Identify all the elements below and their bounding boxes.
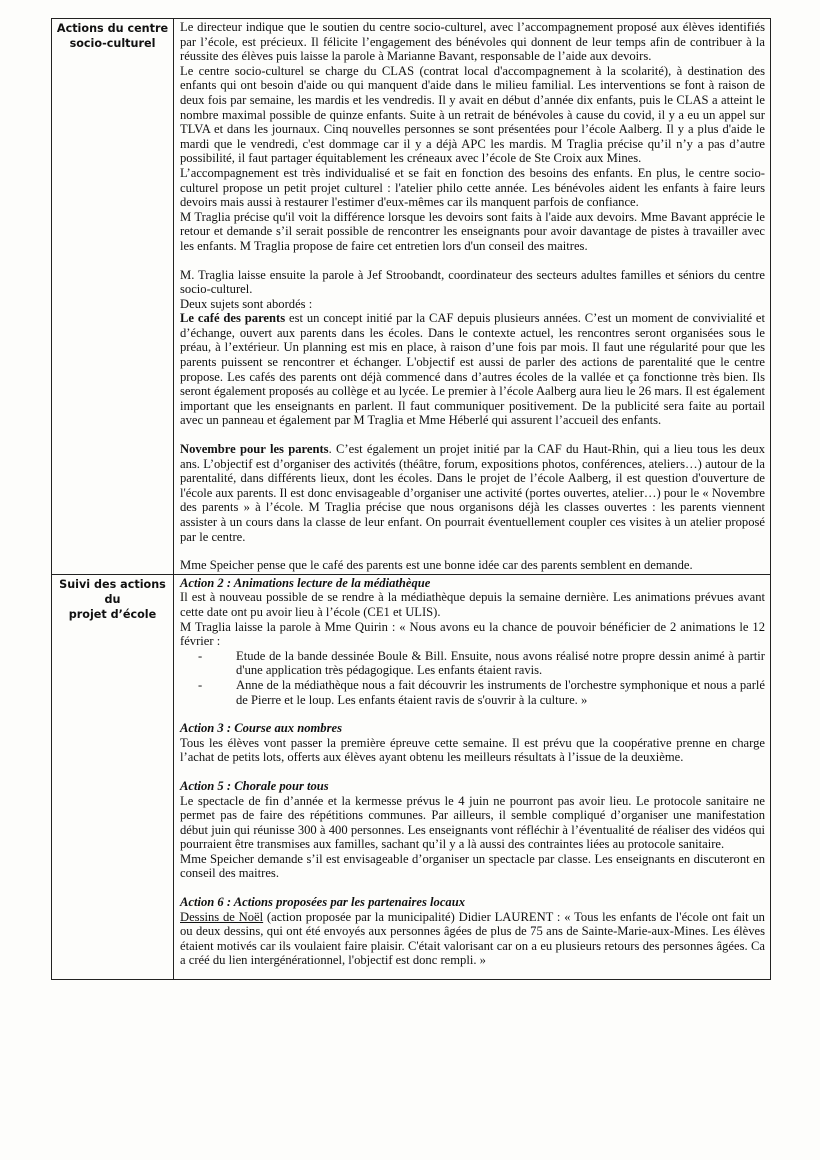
paragraph: M. Traglia laisse ensuite la parole à Jef Stroobandt, coordinateur des secteurs adultes familles et séniors du centre socio-culturel.: [180, 267, 765, 297]
section-label-line: socio-culturel: [69, 37, 156, 50]
spacer: [180, 544, 765, 558]
paragraph: M Traglia laisse la parole à Mme Quirin : « Nous avons eu la chance de pouvoir bénéficier de 2 animations le 12 février :: [180, 619, 765, 649]
topic-text: . C’est également un projet initié par la CAF du Haut-Rhin, qui a lieu tous les deux ans. L’objectif est d’organiser des activités (théâtre, forum, expositions photos, conférences, ateliers…) autour de la parentalité, dans différents lieux, dont les écoles. Dans le projet de l’école Aalberg, il est question d'ouverture de l'école aux parents. Il est donc envisageable d’organiser une activité (portes ouvertes, atelier…) pour le « Novembre des parents » à l’école. M Traglia précise que nous organisons déjà les classes ouvertes : les parents viennent assister à un cours dans la classe de leur enfant. On pourrait éventuellement coupler ces visites à un atelier proposé par le centre.: [180, 442, 765, 544]
bullet-list: [180, 649, 765, 707]
paragraph-cafe-des-parents: [180, 311, 765, 428]
topic-heading: Le café des parents: [180, 311, 286, 326]
section-content-cell: [174, 19, 771, 575]
spacer: [180, 881, 765, 895]
bullet-dash: -: [198, 677, 203, 692]
list-item: [198, 677, 765, 707]
paragraph: L’accompagnement est très individualisé et se fait en fonction des besoins des enfants. En plus, le centre socio-culturel propose un petit projet culturel : l'atelier philo cette année. Les bénévoles aident les enfants à faire leurs devoirs mais aussi à restaurer l'estimer d'eux-mêmes car ils manquent parfois de confiance.: [180, 165, 765, 210]
topic-heading: Novembre pour les parents: [180, 442, 329, 457]
paragraph: Le centre socio-culturel se charge du CLAS (contrat local d'accompagnement à la scolarité), à destination des enfants qui ont besoin d'aide ou qui manquent d'aide dans le milieu familial. Les interventions se font à raison de deux fois par semaine, les mardis et les vendredis. Il y avait en début d’année dix enfants, puis le CLAS a atteint le nombre maximal possible de quinze enfants. Suite à un retrait de bénévoles à cause du covid, il y a eu un appel sur TLVA et dans les journaux. Cinq nouvelles personnes se sont présentées pour l’école Aalberg. Il y a plus d'aide le mardi que le vendredi, c'est dommage car il y a déjà APC les mardis. M Traglia précise qu’il n’y a pas d’autre possibilité, il faut partager équitablement les créneaux avec l’école de Ste Croix aux Mines.: [180, 63, 765, 166]
paragraph: Il est à nouveau possible de se rendre à la médiathèque depuis la semaine dernière. Les animations prévues avant cette date ont pu avoir lieu à l’école (CE1 et ULIS).: [180, 590, 765, 619]
paragraph-dessins-de-noel: [180, 910, 765, 968]
paragraph: M Traglia précise qu'il voit la différence lorsque les devoirs sont faits à l'aide aux devoirs. Mme Bavant apprécie le retour et demande s’il serait possible de rencontrer les enseignants pour avoir davantage de pistes à travailler avec les enfants. M Traglia propose de faire cet entretien lors d'un conseil des maitres.: [180, 209, 765, 253]
section-content-cell: [174, 574, 771, 979]
action-heading: Action 3 : Course aux nombres: [180, 721, 342, 736]
spacer: [180, 707, 765, 721]
spacer: [180, 254, 765, 268]
bullet-dash: -: [198, 648, 203, 663]
list-item-text: Etude de la bande dessinée Boule & Bill. Ensuite, nous avons réalisé notre propre dessin animé à partir d'une application très pédagogique. Les enfants étaient ravis.: [236, 648, 765, 678]
underlined-topic: Dessins de Noël: [180, 909, 264, 924]
section-label-line: projet d’école: [68, 607, 157, 621]
paragraph-novembre-des-parents: [180, 442, 765, 544]
action-heading: Action 5 : Chorale pour tous: [180, 778, 329, 793]
section-label-cell: [52, 574, 174, 979]
section-label-cell: [52, 19, 174, 575]
action-heading: Action 2 : Animations lecture de la médiathèque: [180, 575, 431, 590]
spacer: [180, 765, 765, 779]
paragraph: Deux sujets sont abordés :: [180, 296, 313, 311]
list-item: [198, 648, 765, 678]
spacer: [180, 428, 765, 442]
paragraph: Mme Speicher demande s’il est envisageable d’organiser un spectacle par classe. Les enseignants en discuteront en conseil des maitres.: [180, 851, 765, 881]
minutes-table: [51, 18, 771, 980]
paragraph: Le spectacle de fin d’année et la kermesse prévus le 4 juin ne pourront pas avoir lieu. Le protocole sanitaire ne permet pas de faire des répétitions communes. Par ailleurs, il semble compliqué d’organiser une manifestation début juin qui réunisse 300 à 400 personnes. Les enseignants vont réfléchir à l’éventualité de réaliser des vidéos qui pourraient être transmises aux familles, sachant qu’il y a là aussi des contraintes liées au protocole sanitaire.: [180, 793, 765, 852]
paragraph: Tous les élèves vont passer la première épreuve cette semaine. Il est prévu que la coopérative prenne en charge l’achat de petits lots, offerts aux élèves ayant obtenu les meilleurs résultats à l’issue de la deuxième.: [180, 735, 765, 765]
paragraph: Mme Speicher pense que le café des parents est une bonne idée car des parents semblent en demande.: [180, 558, 693, 573]
section-label-line: Suivi des actions du: [59, 577, 166, 606]
topic-text: (action proposée par la municipalité) Didier LAURENT : « Tous les enfants de l'école ont fait un ou deux dessins, qui ont été envoyés aux personnes âgées de plus de 75 ans de Sainte-Marie-aux-Mines. Les élèves étaient motivés car ils voulaient faire plaisir. C'était valorisant car on a eu plusieurs retours des personnes âgées. Ca a créé du lien intergénérationnel, l'objectif est donc rempli. »: [180, 909, 765, 968]
table-row: [52, 19, 771, 575]
section-label-line: Actions du centre: [56, 22, 169, 35]
spacer: [180, 968, 765, 978]
action-heading: Action 6 : Actions proposées par les partenaires locaux: [180, 895, 466, 910]
paragraph: Le directeur indique que le soutien du centre socio-culturel, avec l’accompagnement proposé aux élèves identifiés par l’école, est précieux. Il félicite l’engagement des bénévoles qui donnent de leur temps afin de contribuer à la réussite des élèves puis laisse la parole à Marianne Bavant, responsable de l’aide aux devoirs.: [180, 20, 765, 64]
table-row: [52, 574, 771, 979]
list-item-text: Anne de la médiathèque nous a fait découvrir les instruments de l'orchestre symphonique et nous a parlé de Pierre et le loup. Les enfants étaient ravis de s'ouvrir à la culture. »: [236, 677, 765, 707]
topic-text: est un concept initié par la CAF depuis plusieurs années. C’est un moment de convivialité et d’échange, ouvert aux parents dans les écoles. Dans le contexte actuel, les rencontres seront organisées sous le préau, à l’extérieur. Un planning est mis en place, à raison d’une fois par mois. Il faut une régularité pour que les parents puissent se rencontrer et échanger. L'objectif est aussi de parler des actions de parentalité que le centre propose. Les cafés des parents ont déjà commencé dans d’autres écoles de la vallée et ça fonctionne très bien. Ils seront également proposés au collège et au lycée. Le premier à l’école Aalberg aura lieu le 26 mars. Il est également important que les enseignants en parlent. Il faut communiquer positivement. De la publicité sera faite au portail avec un panneau et également par M Traglia et Mme Héberlé qui assurent l’accueil des enfants.: [180, 311, 766, 428]
